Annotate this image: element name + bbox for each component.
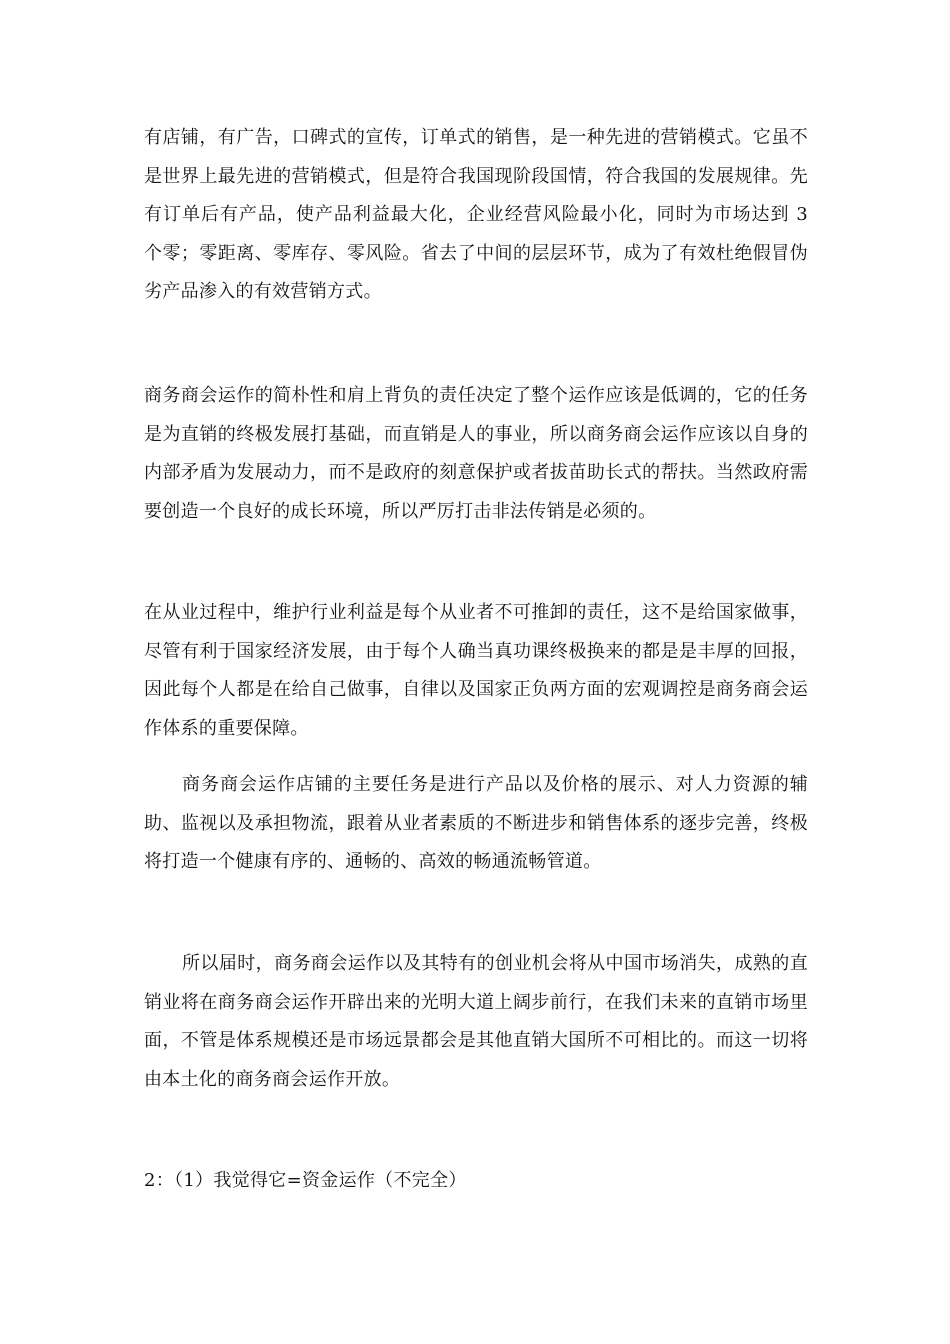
paragraph-store-tasks: 商务商会运作店铺的主要任务是进行产品以及价格的展示、对人力资源的辅助、监视以及承担物流，跟着从业者素质的不断进步和销售体系的逐步完善，终极将打造一个健康有序的、通畅的、高效的畅通流畅管道。: [144, 774, 808, 872]
paragraph-future-outlook: 所以届时，商务商会运作以及其特有的创业机会将从中国市场消失，成熟的直销业将在商务商会运作开辟出来的光明大道上阔步前行，在我们未来的直销市场里面，不管是体系规模还是市场远景都会是其他直销大国所不可相比的。而这一切将由本土化的商务商会运作开放。: [144, 953, 808, 1090]
paragraph-marketing-model: 有店铺，有广告，口碑式的宣传，订单式的销售，是一种先进的营销模式。它虽不是世界上最先进的营销模式，但是符合我国现阶段国情，符合我国的发展规律。先有订单后有产品，使产品利益最大化，企业经营风险最小化，同时为市场达到 3 个零；零距离、零库存、零风险。省去了中间的层层环节，成为了有效杜绝假冒伪劣产品渗入的有效营销方式。: [144, 127, 808, 302]
paragraph-industry-interest: 在从业过程中，维护行业利益是每个从业者不可推卸的责任，这不是给国家做事，尽管有利于国家经济发展，由于每个人确当真功课终极换来的都是是丰厚的回报，因此每个人都是在给自己做事，自律以及国家正负两方面的宏观调控是商务商会运作体系的重要保障。: [144, 602, 808, 739]
paragraph-low-key-operation: 商务商会运作的简朴性和肩上背负的责任决定了整个运作应该是低调的，它的任务是为直销的终极发展打基础，而直销是人的事业，所以商务商会运作应该以自身的内部矛盾为发展动力，而不是政府的刻意保护或者拔苗助长式的帮扶。当然政府需要创造一个良好的成长环境，所以严厉打击非法传销是必须的。: [144, 385, 808, 522]
paragraph-section-two: 2：（1）我觉得它=资金运作（不完全）: [144, 1170, 467, 1191]
